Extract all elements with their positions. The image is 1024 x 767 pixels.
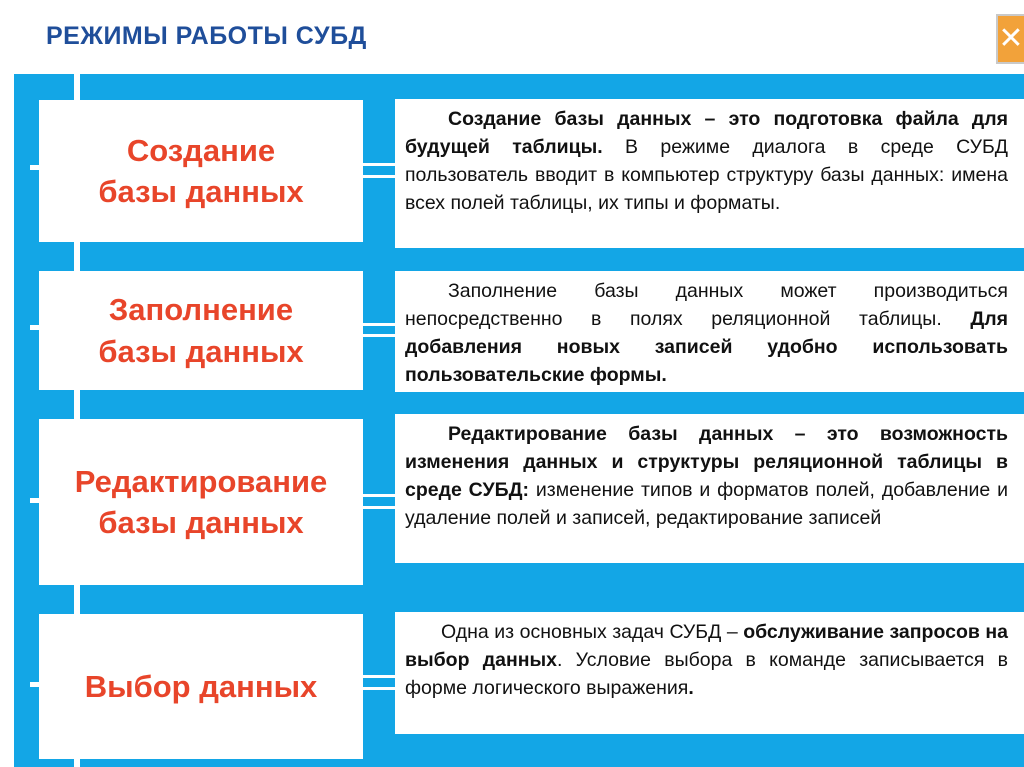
connector-line [363,163,396,166]
mode-label-line: Выбор данных [84,668,318,704]
mode-edit-description [405,420,1008,532]
description-text: . Условие выбора в команде записывается в форме логического выражения [405,649,1009,699]
connector-line [363,687,396,690]
mode-label-line: Создание [126,132,276,168]
description-bold-text: Для добавления новых записей удобно использовать пользовательские формы. [405,308,1008,386]
mode-label-line: базы данных [98,174,304,209]
connector-line [363,506,396,509]
description-text: В режиме диалога в среде СУБД пользователь вводит в компьютер структуру базы данных: имена всех полей таблицы, их типы и форматы. [405,136,1008,214]
close-icon: ✕ [998,22,1024,55]
mode-label-line: базы данных [98,505,304,540]
mode-select-description [405,618,1008,702]
description-bold-text: Создание базы данных – это подготовка файла для будущей таблицы. [405,108,1008,158]
mode-fill-description [405,277,1008,389]
mode-create-label-box [39,100,363,242]
description-text: Заполнение базы данных может производиться непосредственно в полях реляционной таблицы. [405,280,1008,330]
description-text: изменение типов и форматов полей, добавление и удаление полей и записей, редактирование записей [405,479,1008,529]
description-bold-text: Редактирование базы данных – это возможность изменения данных и структуры реляционной таблицы в среде СУБД: [405,423,1008,501]
connector-line [363,334,396,337]
description-text: Одна из основных задач СУБД – [441,621,744,643]
mode-create-description [405,105,1008,217]
connector-line [363,675,396,678]
mode-label-line: Редактирование [74,463,328,499]
mode-select-description-box [395,612,1024,734]
mode-label-line: базы данных [98,333,304,369]
page-title: РЕЖИМЫ РАБОТЫ СУБД [46,22,367,50]
mode-fill-label-box [39,271,363,390]
description-bold-text: . [688,677,694,699]
panel-top-divider [14,71,1024,74]
mode-create-description-box [395,99,1024,248]
mode-edit-description-box [395,414,1024,563]
mode-select-label-box [39,614,363,759]
connector-line [363,494,396,497]
connector-line [363,323,396,326]
connector-line [363,175,396,178]
close-button[interactable] [996,14,1024,64]
mode-fill-description-box [395,271,1024,392]
description-bold-text: обслуживание запросов на выбор данных [405,621,1008,671]
mode-edit-label-box [39,419,363,585]
mode-label-line: Заполнение [108,292,294,328]
